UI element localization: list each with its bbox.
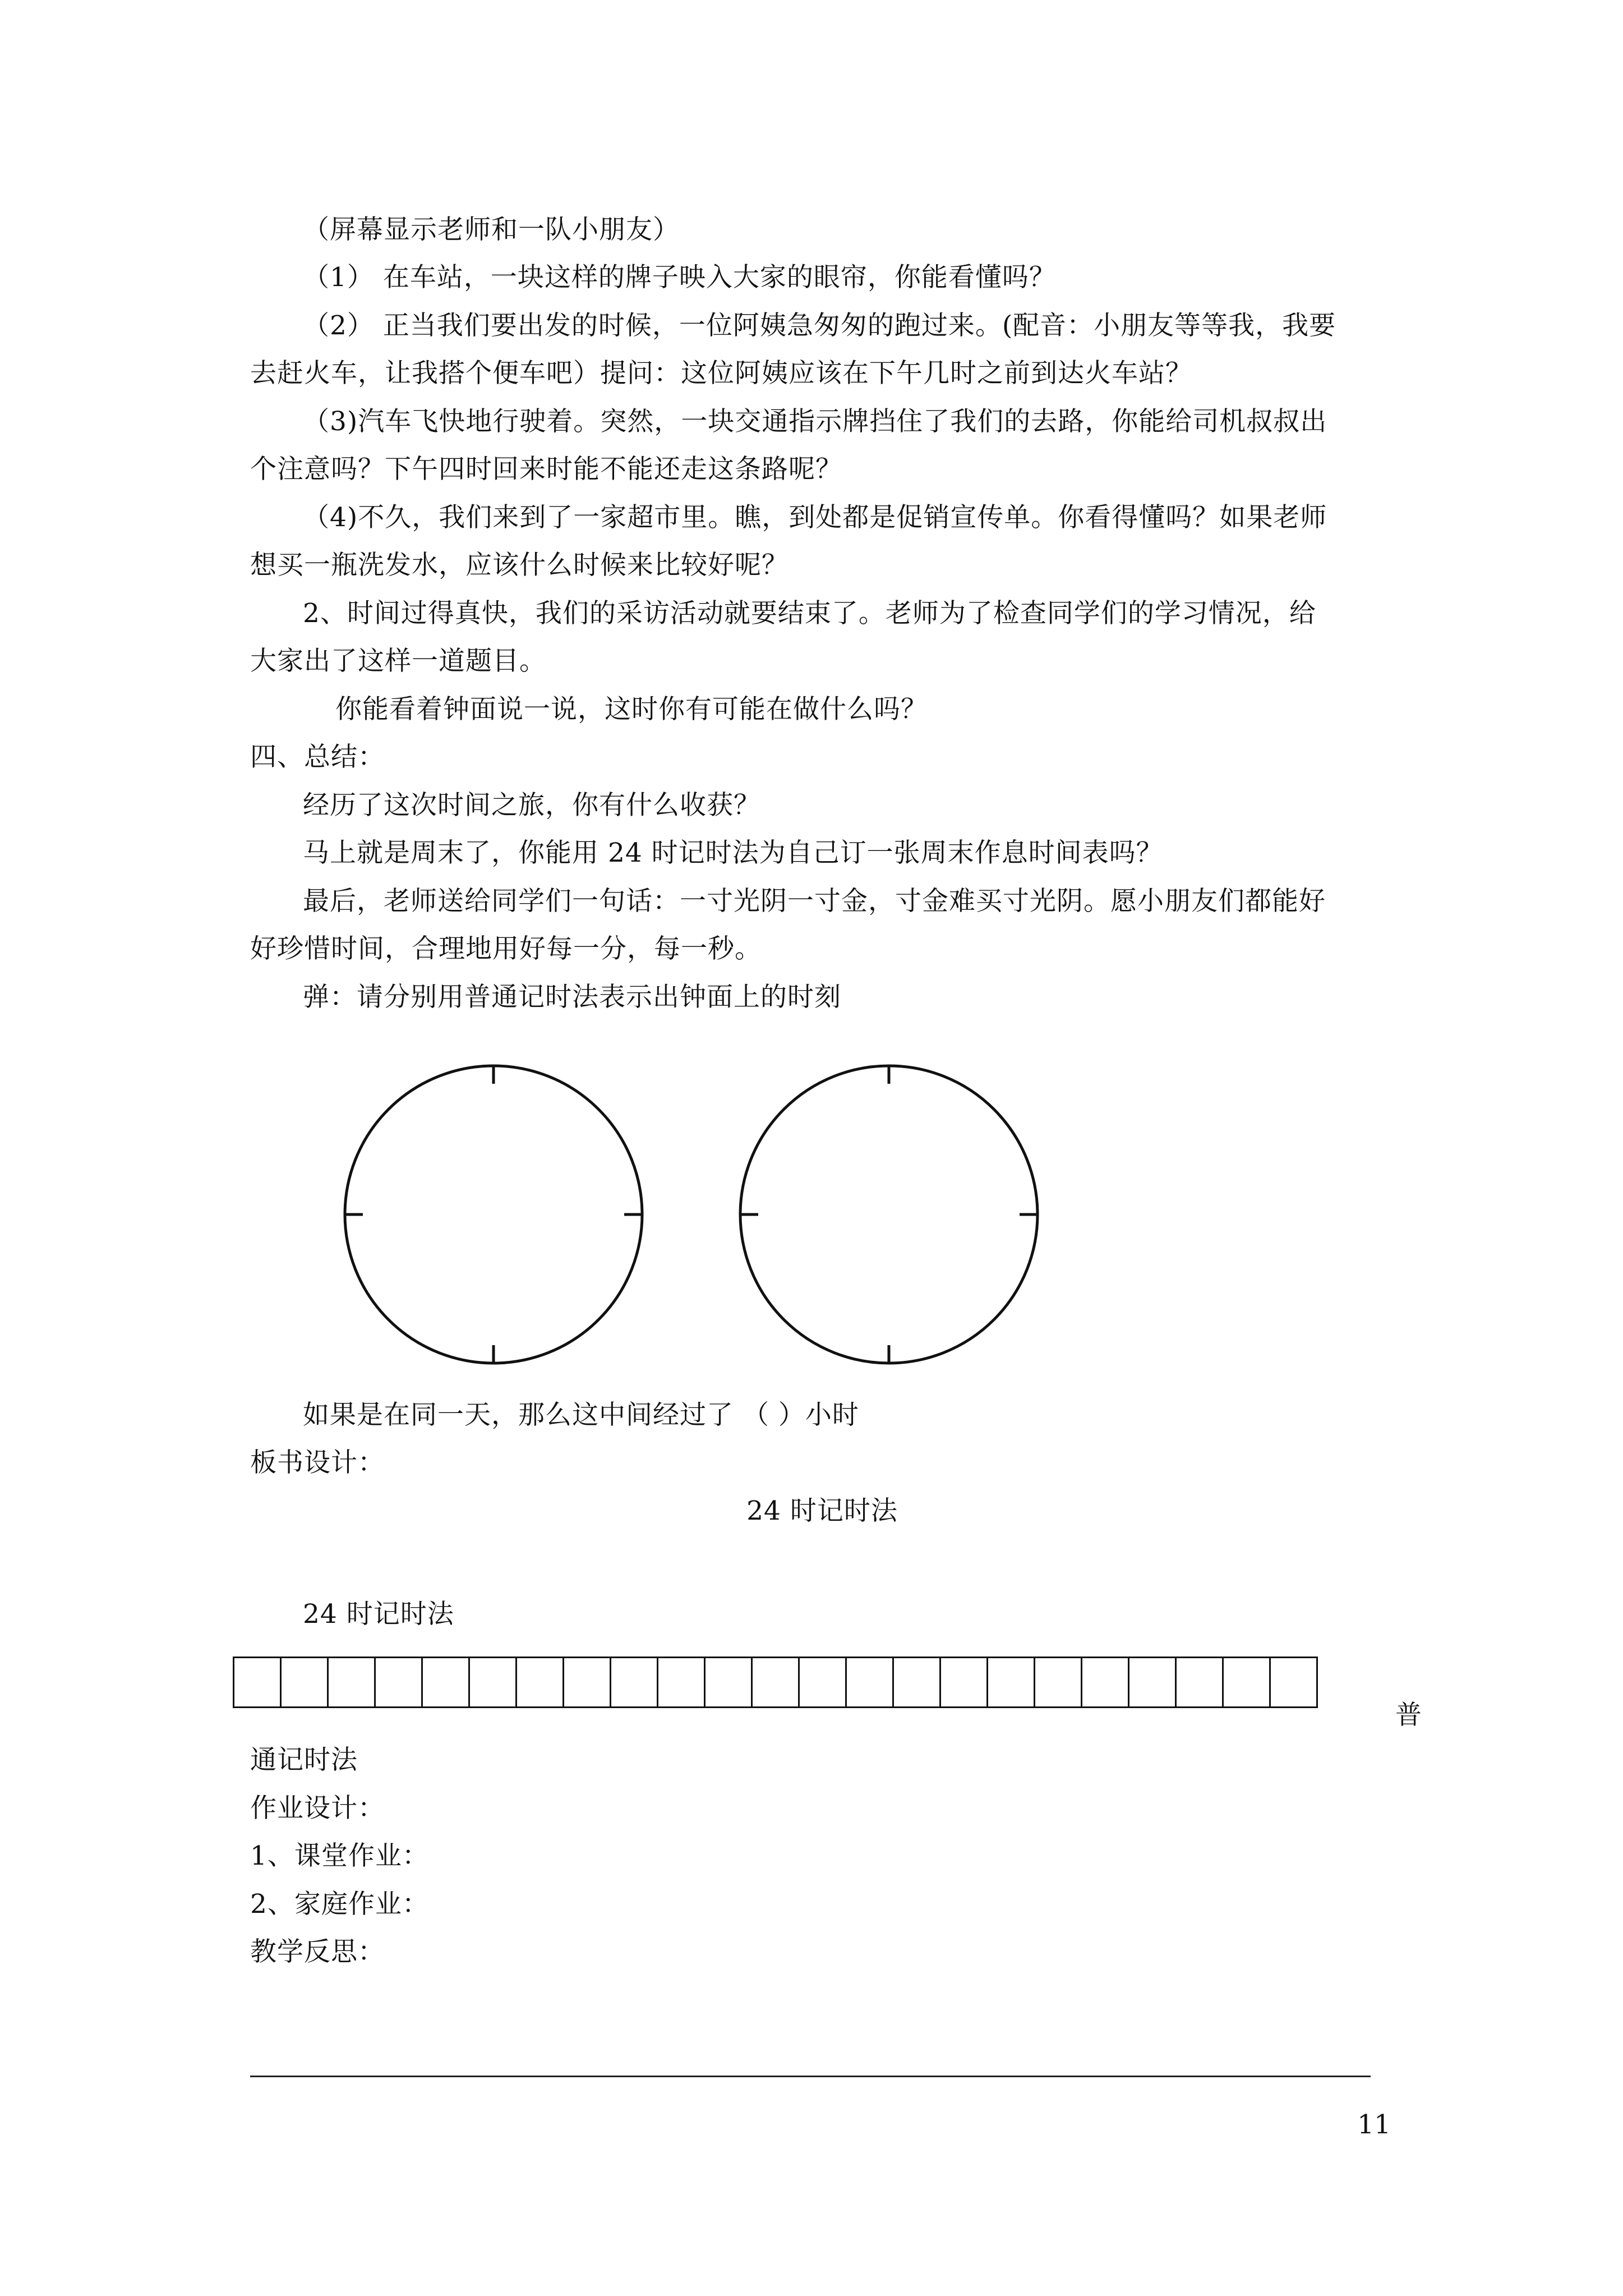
question-3-line-2: 个注意吗？下午四时回来时能不能还走这条路呢？ (250, 454, 842, 485)
timeline-cell (517, 1658, 564, 1708)
timeline-cell (1270, 1658, 1317, 1708)
summary-line-2: 马上就是周末了，你能用 24 时记时法为自己订一张周末作息时间表吗？ (303, 838, 1163, 868)
clock-faces (336, 1057, 1066, 1372)
timeline-cell (1223, 1658, 1270, 1708)
timeline-cell (1082, 1658, 1129, 1708)
timeline-label-12h-start: 普 (1395, 1700, 1422, 1731)
timeline-cell (705, 1658, 752, 1708)
question-4-line-2: 想买一瓶洗发水，应该什么时候来比较好呢？ (250, 550, 789, 581)
summary-line-4: 好珍惜时间，合理地用好每一分，每一秒。 (250, 933, 762, 964)
timeline-cell (752, 1658, 799, 1708)
timeline-cell (611, 1658, 658, 1708)
timeline-cell (658, 1658, 705, 1708)
timeline-label-24h: 24 时记时法 (303, 1599, 454, 1630)
timeline-cell (893, 1658, 940, 1708)
timeline-cell (988, 1658, 1035, 1708)
timeline-cell (469, 1658, 517, 1708)
section-heading-summary: 四、总结： (250, 742, 385, 772)
paragraph-2-line-2: 大家出了这样一道题目。 (250, 646, 546, 677)
board-title: 24 时记时法 (746, 1496, 898, 1526)
page-number: 11 (1357, 2109, 1391, 2140)
exercise-prompt: 弹：请分别用普通记时法表示出钟面上的时刻 (303, 982, 841, 1013)
clock-question: 你能看着钟面说一说，这时你有可能在做什么吗？ (335, 694, 928, 725)
paragraph-2-line-1: 2、时间过得真快，我们的采访活动就要结束了。老师为了检查同学们的学习情况，给 (303, 598, 1316, 629)
summary-line-1: 经历了这次时间之旅，你有什么收获？ (303, 790, 760, 821)
timeline-label-12h-end: 通记时法 (250, 1745, 358, 1775)
timeline-grid (233, 1657, 1318, 1708)
timeline-cell (375, 1658, 422, 1708)
classwork-label: 1、课堂作业： (250, 1841, 429, 1871)
paragraph-screen-note: （屏幕显示老师和一队小朋友） (303, 214, 680, 245)
question-1: （1） 在车站，一块这样的牌子映入大家的眼帘，你能看懂吗？ (303, 262, 1056, 293)
homework-label: 2、家庭作业： (250, 1889, 429, 1920)
timeline-cell (1129, 1658, 1176, 1708)
question-2-line-1: （2） 正当我们要出发的时候，一位阿姨急匆匆的跑过来。(配音：小朋友等等我，我要 (303, 310, 1336, 341)
question-2-line-2: 去赶火车，让我搭个便车吧）提问：这位阿姨应该在下午几时之前到达火车站？ (250, 358, 1192, 389)
timeline-cell (846, 1658, 893, 1708)
teaching-reflection-label: 教学反思： (250, 1936, 385, 1967)
summary-line-3: 最后，老师送给同学们一句话：一寸光阴一寸金，寸金难买寸光阴。愿小朋友们都能好 (303, 886, 1326, 917)
timeline-cell (234, 1658, 281, 1708)
timeline-cell (422, 1658, 469, 1708)
timeline-cell (1176, 1658, 1223, 1708)
elapsed-hours-question: 如果是在同一天，那么这中间经过了 （ ）小时 (303, 1400, 859, 1430)
timeline-cell (564, 1658, 611, 1708)
clock-face-right (740, 1066, 1038, 1363)
timeline-cell (940, 1658, 988, 1708)
homework-design-label: 作业设计： (250, 1793, 385, 1824)
timeline-cell (799, 1658, 846, 1708)
clock-face-left (345, 1066, 642, 1363)
timeline-row (234, 1658, 1317, 1708)
timeline-cell (328, 1658, 375, 1708)
footer-rule (250, 2076, 1371, 2077)
question-4-line-1: （4)不久，我们来到了一家超市里。瞧，到处都是促销宣传单。你看得懂吗？如果老师 (303, 502, 1327, 533)
board-design-label: 板书设计： (250, 1447, 385, 1478)
timeline-cell (1035, 1658, 1082, 1708)
timeline-cell (281, 1658, 328, 1708)
question-3-line-1: （3)汽车飞快地行驶着。突然，一块交通指示牌挡住了我们的去路，你能给司机叔叔出 (303, 406, 1327, 437)
